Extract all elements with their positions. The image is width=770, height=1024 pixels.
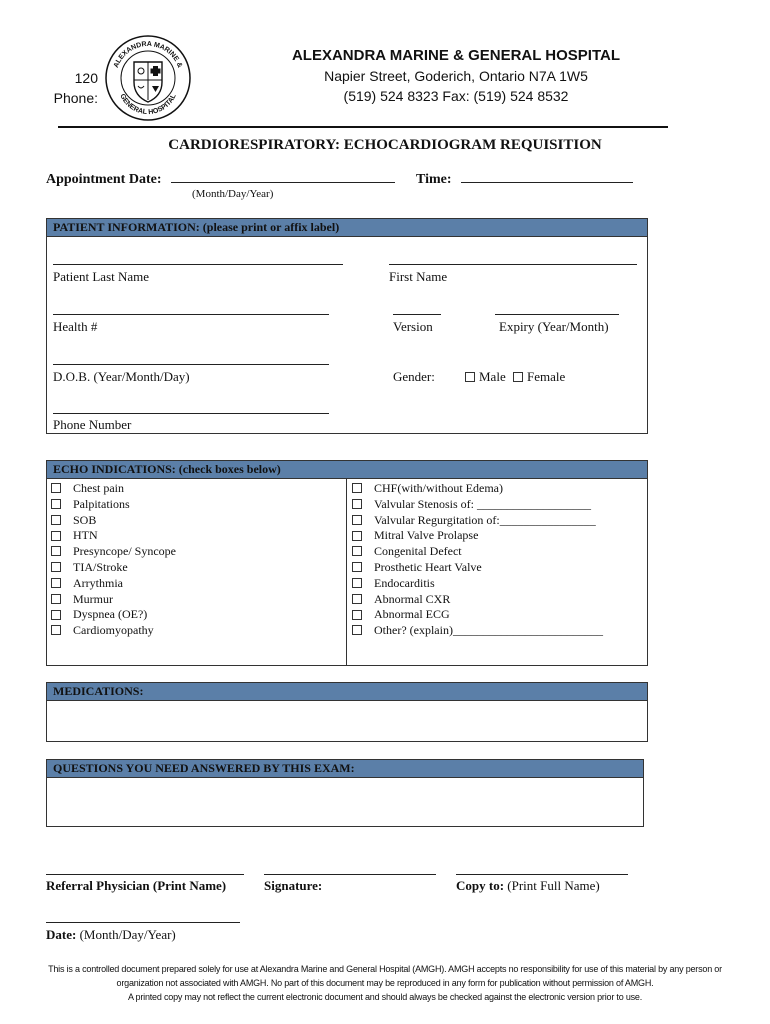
echo-indication-item[interactable]: Chest pain — [51, 481, 176, 497]
checkbox[interactable] — [352, 578, 362, 588]
medications-section[interactable] — [46, 682, 648, 742]
appointment-date-line[interactable] — [171, 170, 395, 183]
female-checkbox[interactable] — [513, 372, 523, 382]
checkbox[interactable] — [51, 531, 61, 541]
health-number-label: Health # — [53, 319, 98, 334]
echo-indication-item[interactable]: Congenital Defect — [352, 544, 603, 560]
echo-indication-item[interactable]: Abnormal ECG — [352, 607, 603, 623]
checkbox[interactable] — [51, 483, 61, 493]
echo-indication-item[interactable]: Valvular Stenosis of: ___________________ — [352, 497, 603, 513]
appointment-date-field[interactable] — [46, 170, 395, 188]
physician-name-line[interactable] — [46, 874, 244, 875]
echo-indication-item[interactable]: Mitral Valve Prolapse — [352, 528, 603, 544]
svg-text:ALEXANDRA MARINE &: ALEXANDRA MARINE & — [112, 40, 184, 69]
expiry-label: Expiry (Year/Month) — [499, 319, 609, 334]
footer-line-2: organization not associated with AMGH. No part of this document may be reproduced in any form for publication without permission of AMGH. — [116, 978, 654, 988]
echo-indication-item[interactable]: Valvular Regurgitation of:________________ — [352, 513, 603, 529]
echo-indication-item[interactable]: Prosthetic Heart Valve — [352, 560, 603, 576]
date-label: Date: (Month/Day/Year) — [46, 927, 176, 942]
questions-heading: QUESTIONS YOU NEED ANSWERED BY THIS EXAM: — [47, 760, 643, 778]
signature-line[interactable] — [264, 874, 436, 875]
checkbox[interactable] — [51, 546, 61, 556]
echo-indication-item[interactable]: HTN — [51, 528, 176, 544]
copy-to-line[interactable] — [456, 874, 628, 875]
hospital-header — [258, 46, 654, 106]
gender-male-option[interactable] — [465, 369, 506, 385]
dob-label: D.O.B. (Year/Month/Day) — [53, 369, 190, 384]
echo-indications-heading: ECHO INDICATIONS: (check boxes below) — [47, 461, 647, 479]
health-number-line[interactable] — [53, 314, 329, 315]
medications-heading: MEDICATIONS: — [47, 683, 647, 701]
echo-indication-item[interactable]: Cardiomyopathy — [51, 623, 176, 639]
echo-indication-item[interactable]: Dyspnea (OE?) — [51, 607, 176, 623]
echo-indication-item[interactable]: Murmur — [51, 592, 176, 608]
date-line[interactable] — [46, 922, 240, 923]
echo-indication-item[interactable]: Abnormal CXR — [352, 592, 603, 608]
physician-name-label: Referral Physician (Print Name) — [46, 878, 227, 893]
checkbox[interactable] — [352, 610, 362, 620]
echo-indication-item[interactable]: Arrythmia — [51, 576, 176, 592]
last-name-label: Patient Last Name — [53, 269, 150, 284]
checkbox[interactable] — [51, 578, 61, 588]
checkbox[interactable] — [51, 562, 61, 572]
last-name-line[interactable] — [53, 264, 343, 265]
phone-number-line[interactable] — [53, 413, 329, 414]
echo-indication-item[interactable]: Presyncope/ Syncope — [51, 544, 176, 560]
appointment-date-hint: (Month/Day/Year) — [192, 188, 274, 200]
checkbox[interactable] — [352, 531, 362, 541]
checkbox[interactable] — [352, 546, 362, 556]
checkbox[interactable] — [51, 515, 61, 525]
footer-disclaimer — [40, 962, 730, 1004]
female-label: Female — [527, 369, 566, 384]
checkbox[interactable] — [352, 562, 362, 572]
date-hint: (Month/Day/Year) — [79, 927, 176, 942]
checkbox[interactable] — [51, 625, 61, 635]
header-divider — [58, 126, 668, 128]
gender-label: Gender: — [393, 369, 435, 384]
appointment-date-label: Appointment Date: — [46, 172, 162, 187]
echo-column-divider — [346, 479, 347, 665]
male-checkbox[interactable] — [465, 372, 475, 382]
checkbox[interactable] — [51, 499, 61, 509]
echo-indication-item[interactable]: Palpitations — [51, 497, 176, 513]
echo-indication-item[interactable]: Other? (explain)_________________________ — [352, 623, 603, 639]
copy-to-label: Copy to: (Print Full Name) — [456, 878, 600, 893]
echo-right-list — [352, 481, 603, 639]
phone-label: Phone: — [53, 90, 98, 106]
checkbox[interactable] — [352, 499, 362, 509]
patient-information-heading: PATIENT INFORMATION: (please print or affix label) — [47, 219, 647, 237]
echo-indication-item[interactable]: CHF(with/without Edema) — [352, 481, 603, 497]
form-title: CARDIORESPIRATORY: ECHOCARDIOGRAM REQUISITION — [168, 137, 602, 153]
checkbox[interactable] — [352, 515, 362, 525]
hospital-street: Napier Street, Goderich, Ontario N7A 1W5 — [324, 68, 588, 84]
address-number: 120 — [74, 70, 98, 86]
checkbox[interactable] — [51, 610, 61, 620]
first-name-line[interactable] — [389, 264, 637, 265]
signature-label: Signature: — [264, 878, 323, 893]
checkbox[interactable] — [352, 483, 362, 493]
footer-line-1: This is a controlled document prepared solely for use at Alexandra Marine and General Hospital (AMGH). AMGH accepts no responsibility for use of this material by any person or — [48, 964, 722, 974]
echo-left-list — [51, 481, 176, 639]
male-label: Male — [479, 369, 506, 384]
version-line[interactable] — [393, 314, 441, 315]
appointment-time-label: Time: — [416, 172, 452, 187]
first-name-label: First Name — [389, 269, 448, 284]
footer-line-3: A printed copy may not reflect the current electronic document and should always be checked against the electronic version prior to use. — [127, 992, 643, 1002]
checkbox[interactable] — [352, 594, 362, 604]
hospital-contact: (519) 524 8323 Fax: (519) 524 8532 — [343, 88, 569, 104]
appointment-time-field[interactable] — [416, 170, 633, 188]
dob-line[interactable] — [53, 364, 329, 365]
questions-section[interactable] — [46, 759, 644, 827]
hospital-logo — [104, 34, 192, 122]
checkbox[interactable] — [51, 594, 61, 604]
gender-female-option[interactable] — [513, 369, 565, 385]
echo-indications-section — [46, 460, 648, 666]
echo-indication-item[interactable]: SOB — [51, 513, 176, 529]
phone-number-label: Phone Number — [53, 417, 132, 432]
echo-indication-item[interactable]: Endocarditis — [352, 576, 603, 592]
expiry-line[interactable] — [495, 314, 619, 315]
appointment-time-line[interactable] — [461, 170, 633, 183]
version-label: Version — [393, 319, 433, 334]
patient-information-section — [46, 218, 648, 434]
svg-text:GENERAL HOSPITAL: GENERAL HOSPITAL — [118, 93, 178, 117]
echo-indication-item[interactable]: TIA/Stroke — [51, 560, 176, 576]
hospital-name: ALEXANDRA MARINE & GENERAL HOSPITAL — [291, 47, 621, 64]
checkbox[interactable] — [352, 625, 362, 635]
copy-to-hint: (Print Full Name) — [507, 878, 600, 893]
address-block — [40, 68, 98, 108]
